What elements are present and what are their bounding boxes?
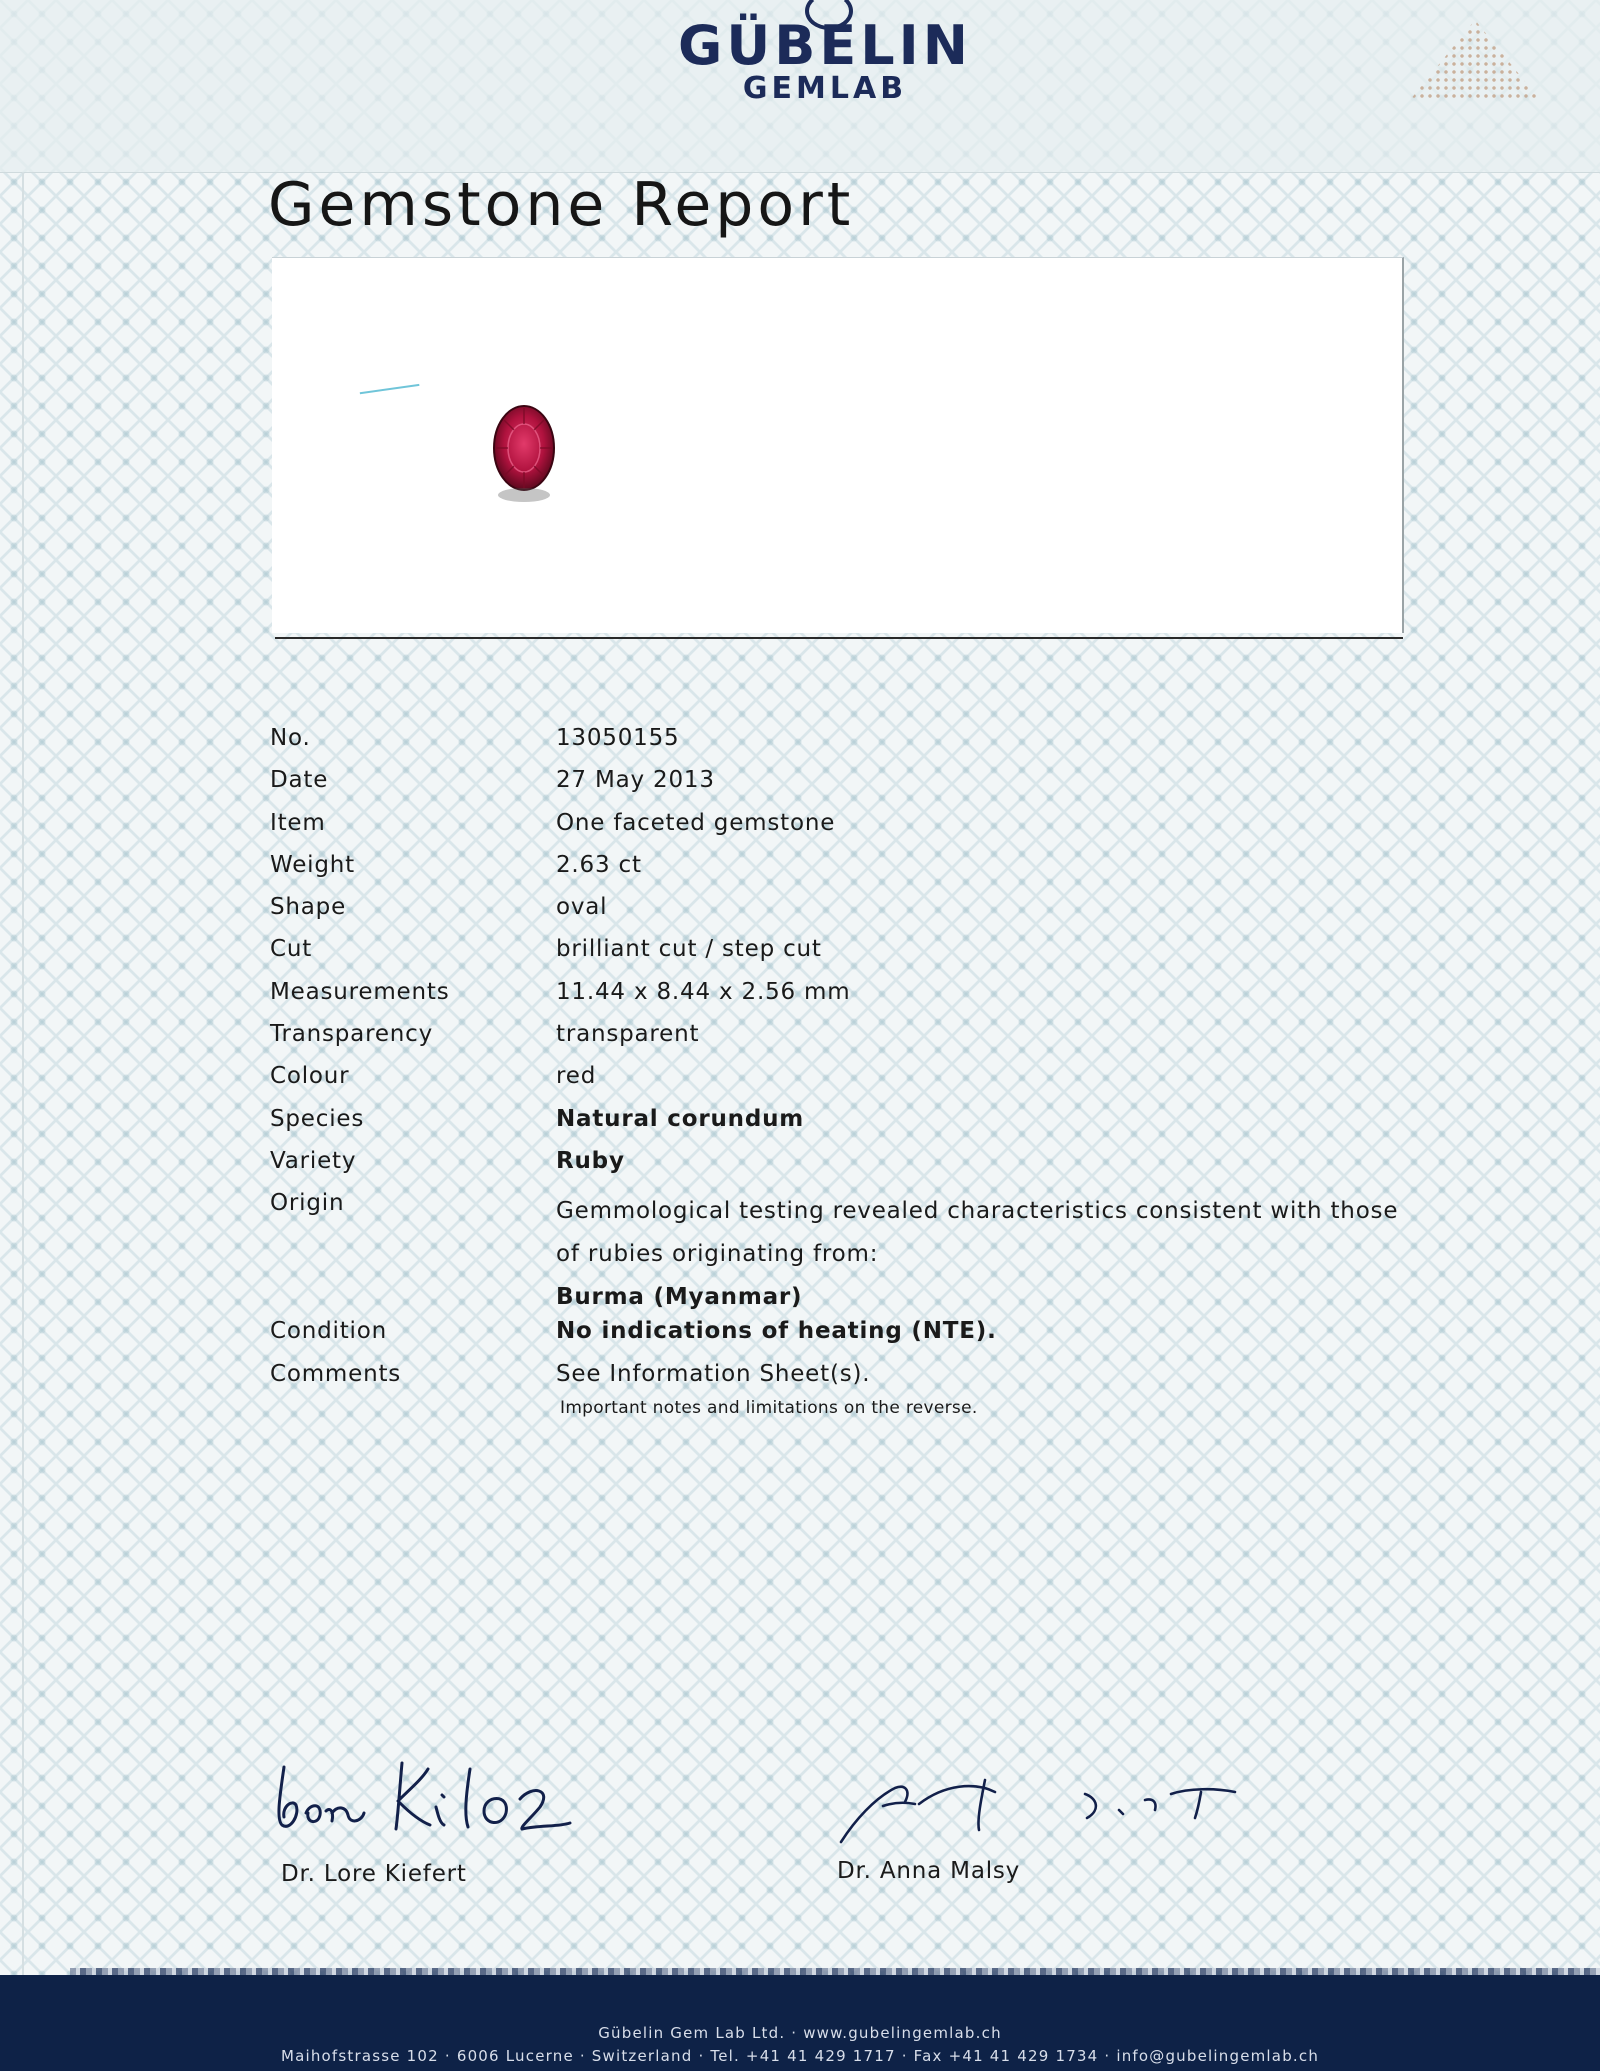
footer-address-line: Maihofstrasse 102 · 6006 Lucerne · Switzerland · Tel. +41 41 429 1717 · Fax +41 41 429 1734 · info@gubelingemlab.ch [280, 2047, 1320, 2065]
report-number: 13050155 [556, 725, 680, 751]
shape-value: oval [556, 894, 608, 921]
transparency-label: Transparency [270, 1021, 434, 1048]
row-item [270, 810, 1420, 852]
row-variety [270, 1148, 1420, 1190]
no-label: No. [270, 725, 311, 751]
comments-value: See Information Sheet(s). [556, 1360, 871, 1387]
item-label: Item [270, 809, 326, 836]
origin-description: Gemmological testing revealed characteristics consistent with those of rubies originating from: [556, 1198, 1399, 1268]
page-edge-line [22, 172, 24, 2002]
signature-lore-kiefert [270, 1755, 610, 1835]
row-cut [270, 936, 1420, 978]
ruby-gem-icon [490, 402, 558, 502]
row-measurements [270, 979, 1420, 1021]
variety-value: Ruby [556, 1147, 625, 1174]
signatory-right-name: Dr. Anna Malsy [837, 1858, 1021, 1884]
row-transparency [270, 1021, 1420, 1063]
ruby-photo [490, 402, 558, 504]
weight-label: Weight [270, 851, 355, 878]
row-colour [270, 1063, 1420, 1105]
signature-anna-malsy [835, 1770, 1275, 1850]
condition-value: No indications of heating (NTE). [556, 1318, 997, 1345]
measurements-value: 11.44 x 8.44 x 2.56 mm [556, 978, 851, 1005]
colour-label: Colour [270, 1063, 350, 1090]
item-value: One faceted gemstone [556, 809, 836, 836]
brand-sub: GEMLAB [742, 71, 908, 106]
row-weight [270, 852, 1420, 894]
gem-shadow [498, 488, 550, 502]
gem-details [270, 725, 1420, 1403]
origin-value: Burma (Myanmar) [556, 1284, 803, 1311]
row-no [270, 725, 1420, 767]
date-label: Date [270, 767, 329, 794]
transparency-value: transparent [556, 1021, 700, 1048]
colour-value: red [556, 1063, 597, 1090]
row-comments [270, 1361, 1420, 1403]
row-species [270, 1106, 1420, 1148]
brand-name: GÜBELIN [678, 14, 972, 77]
row-condition [270, 1318, 1420, 1360]
brand-logo [640, 14, 1010, 106]
species-label: Species [270, 1105, 365, 1132]
cut-label: Cut [270, 936, 313, 963]
comments-label: Comments [270, 1360, 402, 1387]
shape-label: Shape [270, 894, 347, 921]
condition-label: Condition [270, 1318, 387, 1345]
page-title: Gemstone Report [268, 170, 855, 240]
row-date [270, 767, 1420, 809]
row-shape [270, 894, 1420, 936]
photo-rule [275, 637, 1403, 639]
origin-label: Origin [270, 1190, 345, 1217]
variety-label: Variety [270, 1147, 357, 1174]
weight-value: 2.63 ct [556, 851, 642, 878]
measurements-label: Measurements [270, 978, 450, 1005]
limitations-note: Important notes and limitations on the reverse. [560, 1398, 978, 1418]
row-origin [270, 1190, 1420, 1318]
origin-text [556, 1190, 1416, 1319]
signatory-left-name: Dr. Lore Kiefert [281, 1861, 467, 1887]
gem-photo-frame [272, 257, 1404, 633]
date-value: 27 May 2013 [556, 767, 715, 794]
cut-value: brilliant cut / step cut [556, 936, 822, 963]
footer-company-line: Gübelin Gem Lab Ltd. · www.gubelingemlab.ch [598, 2024, 1002, 2042]
species-value: Natural corundum [556, 1105, 805, 1132]
